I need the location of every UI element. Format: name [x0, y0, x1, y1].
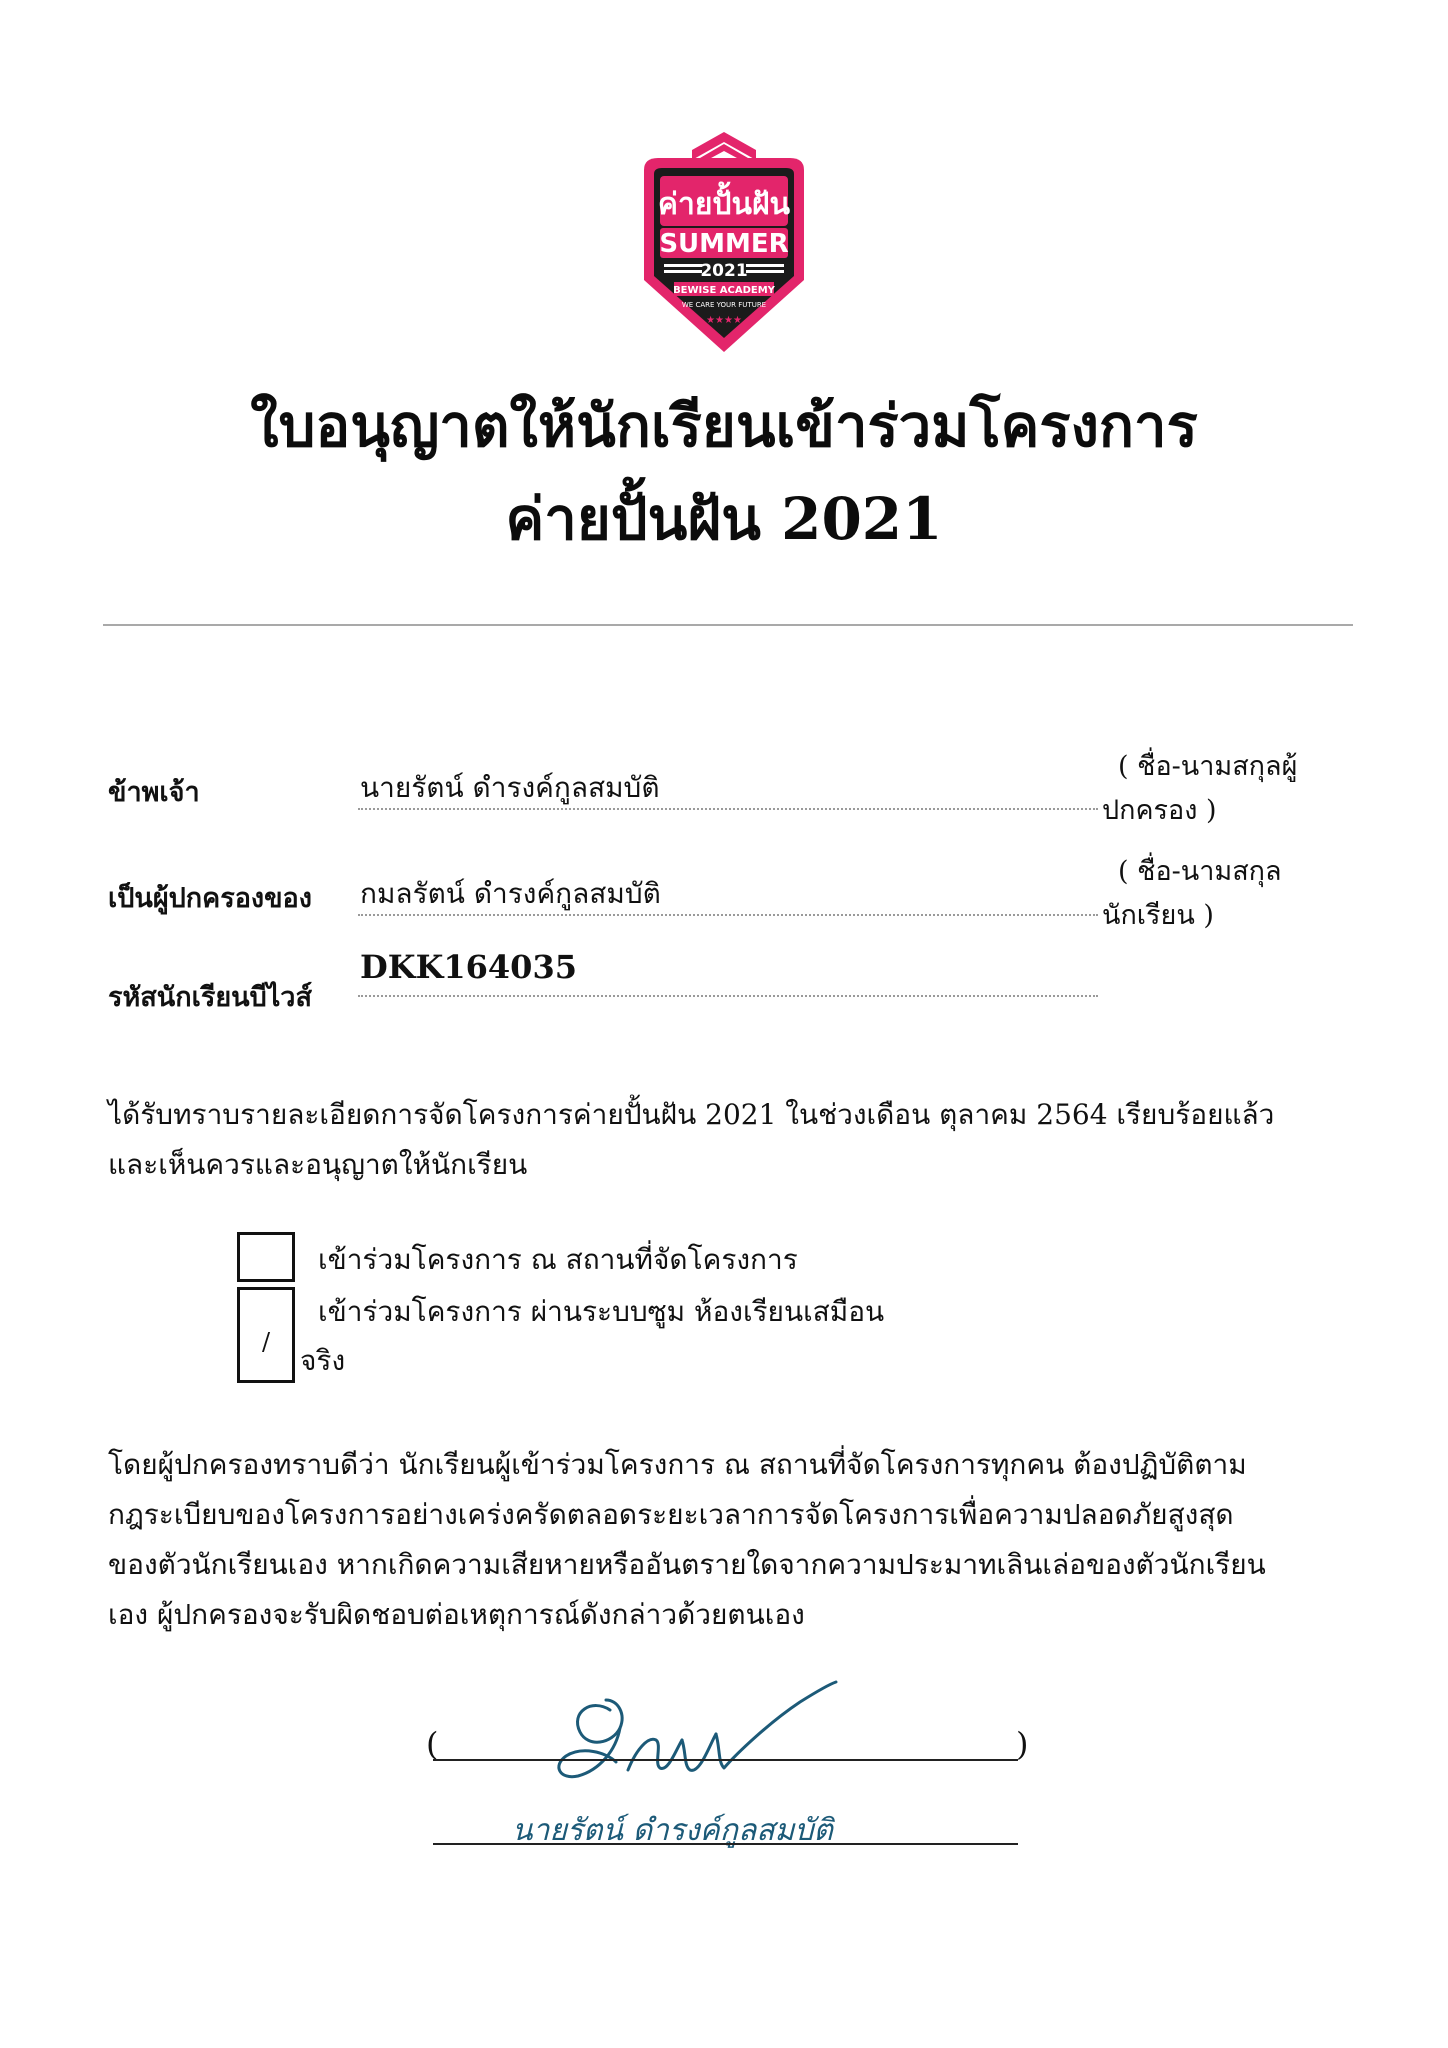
logo-title: ค่ายปั้นฝัน	[657, 187, 791, 222]
logo-summer: SUMMER	[659, 229, 789, 259]
online-checkbox[interactable]	[237, 1287, 295, 1383]
student-code-field[interactable]	[358, 995, 1098, 997]
student-code-value: DKK164035	[360, 948, 577, 986]
logo-stars: ★★★★	[706, 315, 742, 326]
logo-tagline: WE CARE YOUR FUTURE	[681, 301, 767, 309]
onsite-checkbox[interactable]	[237, 1232, 295, 1282]
camp-logo	[630, 130, 818, 358]
online-option-label-cont: จริง	[300, 1344, 346, 1377]
signature-close-paren: )	[1016, 1725, 1029, 1763]
document-subtitle: ค่ายปั้นฝัน 2021	[505, 485, 943, 553]
signature-open-paren: (	[426, 1725, 439, 1763]
intro-paragraph: ได้รับทราบรายละเอียดการจัดโครงการค่ายปั้นฝัน 2021 ในช่วงเดือน ตุลาคม 2564 เรียบร้อยแล้ว และเห็นควรและอนุญาตให้นักเรียน	[108, 1098, 1275, 1181]
parent-field-note: ( ชื่อ-นามสกุลผู้ ปกครอง )	[1102, 751, 1298, 826]
onsite-option-label: เข้าร่วมโครงการ ณ สถานที่จัดโครงการ	[318, 1243, 798, 1276]
logo-year: 2021	[700, 261, 748, 281]
student-code-label: รหัสนักเรียนบีไวส์	[108, 982, 312, 1013]
document-title: ใบอนุญาตให้นักเรียนเข้าร่วมโครงการ	[250, 392, 1198, 460]
printed-name-handwriting: นายรัตน์ ดำรงค์กูลสมบัติ	[512, 1813, 833, 1848]
signature-line[interactable]	[433, 1759, 1018, 1761]
online-check-mark: /	[261, 1328, 271, 1356]
terms-paragraph: โดยผู้ปกครองทราบดีว่า นักเรียนผู้เข้าร่วมโครงการ ณ สถานที่จัดโครงการทุกคน ต้องปฏิบัติตาม กฎระเบียบของโครงการอย่างเคร่งครัดตลอดระยะเวลาการจัดโครงการเพื่อความปลอดภัยสูงสุด ของตัวนักเรียนเอง หากเกิดความเสียหายหรืออันตรายใดจากความประมาทเลินเล่อของตัวนักเรียน เอง ผู้ปกครองจะรับผิดชอบต่อเหตุการณ์ดังกล่าวด้วยตนเอง	[108, 1448, 1266, 1631]
parent-label: ข้าพเจ้า	[108, 777, 200, 808]
parent-name-field[interactable]	[358, 808, 1098, 810]
parent-name-value: นายรัตน์ ดำรงค์กูลสมบัติ	[360, 771, 660, 804]
logo-org: BEWISE ACADEMY	[673, 285, 775, 296]
student-name-field[interactable]	[358, 914, 1098, 916]
online-option-label: เข้าร่วมโครงการ ผ่านระบบซูม ห้องเรียนเสมือน	[318, 1295, 885, 1328]
header-divider	[103, 624, 1353, 626]
student-name-value: กมลรัตน์ ดำรงค์กูลสมบัติ	[360, 877, 661, 910]
guardian-of-label: เป็นผู้ปกครองของ	[108, 883, 312, 914]
student-field-note: ( ชื่อ-นามสกุล นักเรียน )	[1102, 856, 1282, 931]
printed-name-line[interactable]	[433, 1843, 1018, 1845]
